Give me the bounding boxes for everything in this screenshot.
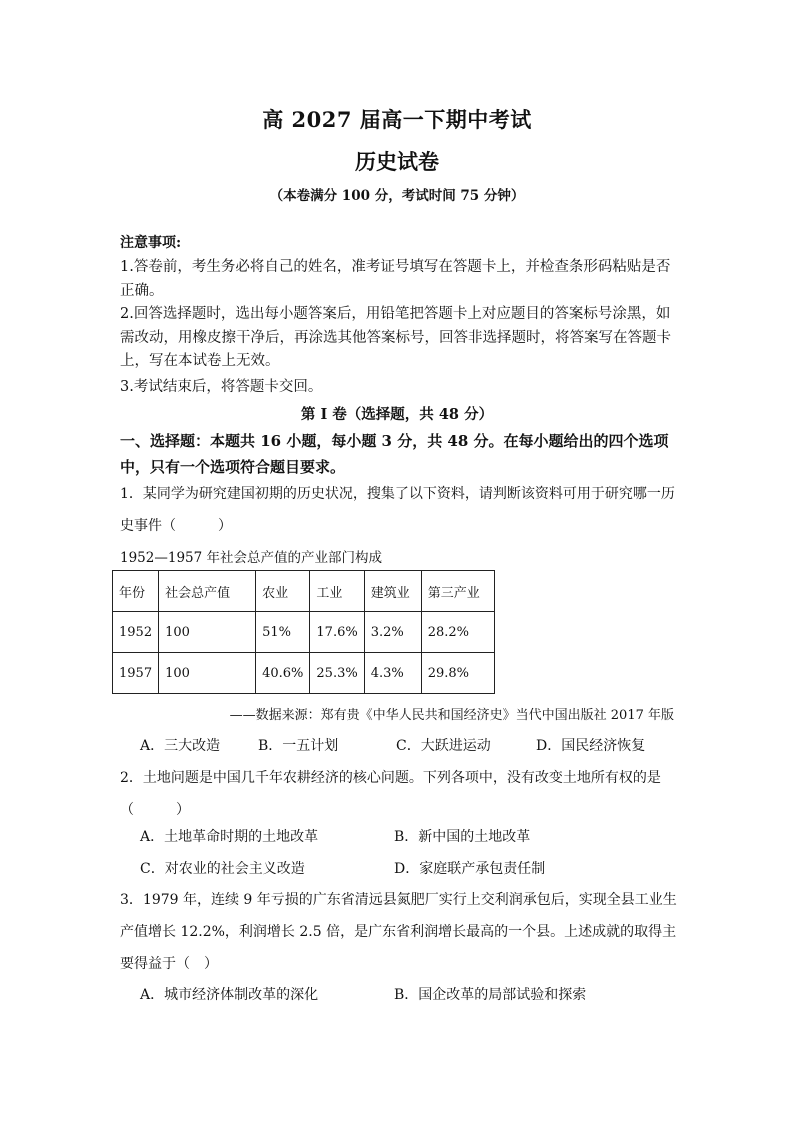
- table-cell: 1952: [113, 612, 159, 653]
- q2-option-c: C．对农业的社会主义改造: [140, 861, 305, 877]
- q3-option-b: B．国企改革的局部试验和探索: [394, 987, 587, 1003]
- subject-title: 历史试卷: [355, 149, 439, 174]
- table-cell: 40.6%: [256, 653, 310, 694]
- table-cell: 28.2%: [421, 612, 494, 653]
- q1-option-a: A．三大改造: [140, 738, 221, 754]
- question-2-stem: 2．土地问题是中国几千年农耕经济的核心问题。下列各项中，没有改变土地所有权的是（ ）: [120, 770, 661, 818]
- table-header-cell: 第三产业: [421, 571, 494, 612]
- q3-option-a: A．城市经济体制改革的深化: [140, 987, 319, 1003]
- table-row: [113, 612, 495, 653]
- q2-option-d: D．家庭联产承包责任制: [394, 861, 546, 877]
- note-item-2: 2.回答选择题时，选出每小题答案后，用铅笔把答题卡上对应题目的答案标号涂黑，如需改动，用橡皮擦干净后，再涂选其他答案标号，回答非选择题时，将答案写在答题卡上，写在本试卷上无效。: [120, 306, 671, 369]
- table-cell: 17.6%: [310, 612, 364, 653]
- table-header-cell: 工业: [310, 571, 364, 612]
- note-item-3: 3.考试结束后，将答题卡交回。: [120, 379, 323, 395]
- question-1-stem: 1．某同学为研究建国初期的历史状况，搜集了以下资料，请判断该资料可用于研究哪一历史事件（ ）: [120, 486, 675, 534]
- q1-option-d: D．国民经济恢复: [536, 738, 646, 754]
- data-source: ——数据来源：郑有贵《中华人民共和国经济史》当代中国出版社 2017 年版: [229, 708, 674, 723]
- note-item-1: 1.答卷前，考生务必将自己的姓名，准考证号填写在答题卡上，并检查条形码粘贴是否正确。: [120, 259, 671, 299]
- table-row: [113, 653, 495, 694]
- table-header-cell: 年份: [113, 571, 159, 612]
- table-cell: 100: [159, 612, 256, 653]
- q1-option-b: B．一五计划: [258, 738, 339, 754]
- exam-title: 高 2027 届高一下期中考试: [262, 107, 532, 132]
- table-cell: 25.3%: [310, 653, 364, 694]
- output-structure-table: [112, 570, 495, 694]
- q1-option-c: C．大跃进运动: [396, 738, 491, 754]
- table-header-cell: 社会总产值: [159, 571, 256, 612]
- table-header-cell: 建筑业: [364, 571, 421, 612]
- table-header-cell: 农业: [256, 571, 310, 612]
- table-cell: 51%: [256, 612, 310, 653]
- exam-meta: （本卷满分 100 分，考试时间 75 分钟）: [269, 188, 525, 204]
- table-cell: 29.8%: [421, 653, 494, 694]
- section-title: 第 I 卷（选择题，共 48 分）: [300, 406, 494, 423]
- question-3-stem: 3．1979 年，连续 9 年亏损的广东省清远县氮肥厂实行上交利润承包后，实现全县工业生产值增长 12.2%，利润增长 2.5 倍，是广东省利润增长最高的一个县。上述成就的取得主要得益于（ ）: [120, 892, 677, 972]
- q2-option-b: B．新中国的土地改革: [394, 829, 531, 845]
- q2-option-a: A．土地革命时期的土地改革: [140, 829, 319, 845]
- table-cell: 3.2%: [364, 612, 421, 653]
- question-1-options: [140, 735, 645, 755]
- table-caption: 1952—1957 年社会总产值的产业部门构成: [120, 550, 383, 566]
- notes-title: 注意事项:: [120, 235, 182, 251]
- table-cell: 100: [159, 653, 256, 694]
- section-instructions: 一、选择题：本题共 16 小题，每小题 3 分，共 48 分。在每小题给出的四个选项中，只有一个选项符合题目要求。: [120, 432, 669, 476]
- table-cell: 1957: [113, 653, 159, 694]
- table-cell: 4.3%: [364, 653, 421, 694]
- table-header-row: [113, 571, 495, 612]
